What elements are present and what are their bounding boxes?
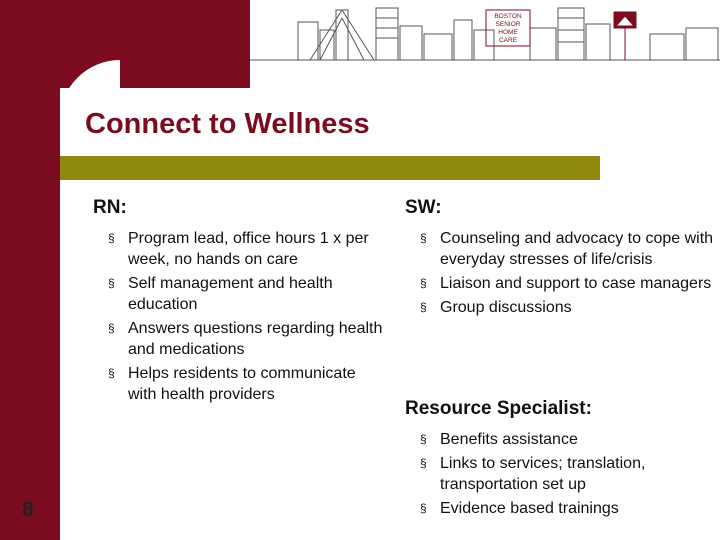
list-item-text: Evidence based trainings <box>440 500 619 517</box>
list-item-text: Program lead, office hours 1 x per week, no hands on care <box>128 230 369 268</box>
list-item <box>93 273 388 315</box>
resource-specialist-list <box>405 429 720 519</box>
sw-section <box>405 197 720 321</box>
list-item-text: Benefits assistance <box>440 431 578 448</box>
bullet-icon: § <box>108 321 115 335</box>
list-item <box>405 297 720 318</box>
list-item-text: Answers questions regarding health and medications <box>128 320 383 358</box>
rn-section <box>93 197 388 408</box>
list-item <box>93 363 388 405</box>
left-maroon-bar <box>0 0 60 540</box>
list-item-text: Self management and health education <box>128 275 333 313</box>
logo-line-2: SENIOR <box>495 21 521 28</box>
resource-specialist-heading: Resource Specialist: <box>405 398 592 419</box>
slide-title: Connect to Wellness <box>85 108 370 140</box>
bullet-icon: § <box>420 432 427 446</box>
list-item <box>93 228 388 270</box>
bullet-icon: § <box>420 231 427 245</box>
list-item-text: Helps residents to communicate with health providers <box>128 365 356 403</box>
bullet-icon: § <box>420 501 427 515</box>
logo-line-1: BOSTON <box>494 13 522 20</box>
rn-heading: RN: <box>93 197 127 218</box>
logo-line-3: HOME <box>498 29 518 36</box>
list-item <box>405 273 720 294</box>
sw-heading: SW: <box>405 197 442 218</box>
rn-list <box>93 228 388 405</box>
bullet-icon: § <box>108 276 115 290</box>
list-item <box>405 228 720 270</box>
list-item-text: Counseling and advocacy to cope with everyday stresses of life/crisis <box>440 230 714 268</box>
olive-divider-bar <box>60 156 600 180</box>
logo-line-4: CARE <box>498 37 518 44</box>
bullet-icon: § <box>420 456 427 470</box>
bullet-icon: § <box>420 276 427 290</box>
list-item <box>405 498 720 519</box>
list-item <box>93 318 388 360</box>
resource-specialist-section <box>405 398 720 522</box>
list-item-text: Group discussions <box>440 299 572 316</box>
list-item-text: Links to services; translation, transportation set up <box>440 455 646 493</box>
list-item <box>405 453 720 495</box>
city-skyline-illustration <box>250 0 720 62</box>
bullet-icon: § <box>420 300 427 314</box>
list-item <box>405 429 720 450</box>
list-item-text: Liaison and support to case managers <box>440 275 712 292</box>
sw-list <box>405 228 720 318</box>
page-number: 8 <box>22 498 34 521</box>
bullet-icon: § <box>108 366 115 380</box>
bullet-icon: § <box>108 231 115 245</box>
